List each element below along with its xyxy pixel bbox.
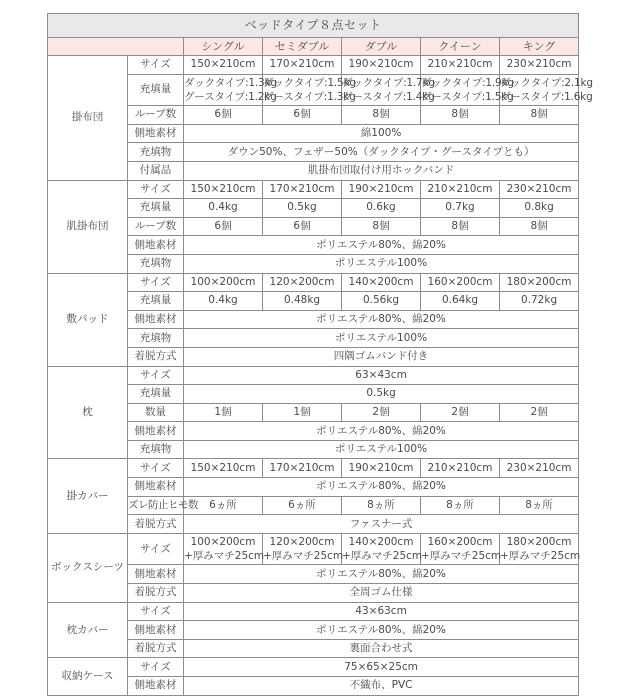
spec-value: 190×210cm (342, 180, 421, 199)
spec-row (48, 478, 579, 497)
spec-value: 0.64kg (421, 292, 500, 311)
spec-value: 6ヵ所 (184, 496, 263, 515)
row-label: 充填物 (128, 254, 184, 273)
spec-row (48, 329, 579, 348)
row-label: 付属品 (128, 161, 184, 180)
spec-value-line: 180×200cm (506, 535, 572, 548)
spec-table-body (48, 14, 593, 696)
spec-value (263, 533, 342, 565)
spec-value (421, 533, 500, 565)
spec-value-line: ダックタイプ:2.1kg (500, 76, 593, 89)
spec-value (421, 74, 514, 106)
section-name: 枕 (48, 366, 128, 459)
spec-value: 100×200cm (184, 273, 263, 292)
spec-value: 150×210cm (184, 56, 263, 75)
spec-value: 0.6kg (342, 199, 421, 218)
spec-value (342, 533, 421, 565)
row-label: ループ数 (128, 217, 184, 236)
spec-value-line: グースタイプ:1.4kg (342, 90, 435, 103)
spec-value: 2個 (500, 403, 579, 422)
spec-row (48, 347, 579, 366)
size-header-1: シングル (184, 38, 263, 56)
spec-value-line: グースタイプ:1.2kg (184, 90, 277, 103)
spec-value-all-sizes: ポリエステル100% (184, 440, 579, 459)
spec-row (48, 584, 579, 603)
spec-value-line: ダックタイプ:1.7kg (342, 76, 435, 89)
spec-value-line: ダックタイプ:1.9kg (421, 76, 514, 89)
spec-value: 210×210cm (421, 459, 500, 478)
row-label: 充填量 (128, 199, 184, 218)
spec-value: 0.8kg (500, 199, 579, 218)
row-label: 側地素材 (128, 422, 184, 441)
title-row (48, 14, 579, 38)
spec-value: 6ヵ所 (263, 496, 342, 515)
spec-row (48, 621, 579, 640)
row-label: 側地素材 (128, 677, 184, 696)
spec-value-all-sizes: ポリエステル100% (184, 254, 579, 273)
spec-value (184, 533, 263, 565)
spec-value-line: +厚みマチ25cm (500, 550, 581, 563)
spec-value: 0.5kg (263, 199, 342, 218)
spec-row (48, 366, 579, 385)
row-label: 着脱方式 (128, 347, 184, 366)
spec-row (48, 143, 579, 162)
spec-value-all-sizes: ファスナー式 (184, 515, 579, 534)
spec-value: 8個 (500, 106, 579, 125)
spec-value-all-sizes: 63×43cm (184, 366, 579, 385)
section-name: 肌掛布団 (48, 180, 128, 273)
spec-row (48, 180, 579, 199)
spec-row (48, 310, 579, 329)
spec-value-line: +厚みマチ25cm (184, 550, 265, 563)
spec-value: 0.56kg (342, 292, 421, 311)
spec-value-line: 160×200cm (427, 535, 493, 548)
size-header-3: ダブル (342, 38, 421, 56)
size-header-2: セミダブル (263, 38, 342, 56)
row-label: 充填物 (128, 143, 184, 162)
spec-row (48, 273, 579, 292)
spec-value: 170×210cm (263, 56, 342, 75)
row-label: 着脱方式 (128, 584, 184, 603)
spec-value-line: グースタイプ:1.5kg (421, 90, 514, 103)
spec-row (48, 677, 579, 696)
spec-value-all-sizes: ダウン50%、フェザー50%（ダックタイプ・グースタイプとも） (184, 143, 579, 162)
spec-row (48, 533, 579, 565)
spec-value: 230×210cm (500, 180, 579, 199)
row-label: 側地素材 (128, 310, 184, 329)
spec-row (48, 161, 579, 180)
spec-value-all-sizes: 四隅ゴムバンド付き (184, 347, 579, 366)
spec-value: 0.7kg (421, 199, 500, 218)
spec-value-all-sizes: 肌掛布団取付け用ホックバンド (184, 161, 579, 180)
row-label: 側地素材 (128, 478, 184, 497)
spec-row (48, 602, 579, 621)
spec-row (48, 254, 579, 273)
spec-value-all-sizes: 全周ゴム仕様 (184, 584, 579, 603)
spec-value: 2個 (421, 403, 500, 422)
spec-value-all-sizes: ポリエステル80%、綿20% (184, 310, 579, 329)
row-label: 充填物 (128, 329, 184, 348)
spec-value: 140×200cm (342, 273, 421, 292)
row-label: 着脱方式 (128, 515, 184, 534)
row-label: 充填物 (128, 440, 184, 459)
section-name: 掛布団 (48, 56, 128, 181)
spec-value: 6個 (263, 217, 342, 236)
spec-value: 1個 (184, 403, 263, 422)
row-label: 充填量 (128, 292, 184, 311)
spec-row (48, 422, 579, 441)
row-label: サイズ (128, 459, 184, 478)
spec-value: 230×210cm (500, 56, 579, 75)
spec-value: 170×210cm (263, 459, 342, 478)
spec-value: 8個 (421, 106, 500, 125)
spec-value: 190×210cm (342, 459, 421, 478)
row-label: 数量 (128, 403, 184, 422)
spec-value-line: グースタイプ:1.6kg (500, 90, 593, 103)
row-label: 充填量 (128, 74, 184, 106)
spec-row (48, 199, 579, 218)
spec-value-all-sizes: 不織布、PVC (184, 677, 579, 696)
spec-value: 2個 (342, 403, 421, 422)
spec-value-line: +厚みマチ25cm (263, 550, 344, 563)
spec-value: 0.72kg (500, 292, 579, 311)
spec-row (48, 124, 579, 143)
spec-row (48, 56, 579, 75)
row-label: サイズ (128, 366, 184, 385)
row-label: サイズ (128, 658, 184, 677)
spec-value: 6個 (184, 106, 263, 125)
spec-value-line: 140×200cm (348, 535, 414, 548)
row-label: サイズ (128, 533, 184, 565)
spec-value-line: 120×200cm (269, 535, 335, 548)
spec-row (48, 236, 579, 255)
row-label: 側地素材 (128, 236, 184, 255)
spec-row (48, 106, 579, 125)
spec-value (184, 74, 277, 106)
spec-value: 0.4kg (184, 292, 263, 311)
row-label: サイズ (128, 180, 184, 199)
spec-value (500, 533, 579, 565)
spec-value-line: ダックタイプ:1.3kg (184, 76, 277, 89)
spec-value-all-sizes: ポリエステル80%、綿20% (184, 621, 579, 640)
spec-value-all-sizes: 43×63cm (184, 602, 579, 621)
spec-value (500, 74, 593, 106)
spec-value: 160×200cm (421, 273, 500, 292)
spec-table (47, 13, 593, 696)
spec-value-line: ダックタイプ:1.5kg (263, 76, 356, 89)
spec-value-all-sizes: ポリエステル80%、綿20% (184, 478, 579, 497)
spec-row (48, 496, 579, 515)
spec-row (48, 74, 579, 106)
section-name: 掛カバー (48, 459, 128, 533)
spec-value: 190×210cm (342, 56, 421, 75)
row-label: 側地素材 (128, 565, 184, 584)
row-label: ズレ防止ヒモ数 (128, 496, 184, 515)
spec-row (48, 515, 579, 534)
spec-row (48, 459, 579, 478)
spec-value: 170×210cm (263, 180, 342, 199)
table-title: ベッドタイプ８点セット (48, 14, 579, 38)
spec-value-line: グースタイプ:1.3kg (263, 90, 356, 103)
size-header-5: キング (500, 38, 579, 56)
row-label: 着脱方式 (128, 639, 184, 658)
spec-value: 8個 (342, 217, 421, 236)
spec-value: 150×210cm (184, 459, 263, 478)
spec-value: 8ヵ所 (500, 496, 579, 515)
spec-row (48, 292, 579, 311)
spec-row (48, 658, 579, 677)
spec-row (48, 565, 579, 584)
section-name: ボックスシーツ (48, 533, 128, 602)
spec-row (48, 385, 579, 404)
header-blank-cell (48, 38, 184, 56)
spec-value-all-sizes: 裏面合わせ式 (184, 639, 579, 658)
spec-row (48, 639, 579, 658)
spec-value: 8ヵ所 (342, 496, 421, 515)
row-label: 充填量 (128, 385, 184, 404)
section-name: 敷パッド (48, 273, 128, 366)
spec-value: 6個 (184, 217, 263, 236)
row-label: サイズ (128, 273, 184, 292)
row-label: ループ数 (128, 106, 184, 125)
row-label: 側地素材 (128, 124, 184, 143)
spec-value: 210×210cm (421, 56, 500, 75)
spec-value: 0.4kg (184, 199, 263, 218)
row-label: 側地素材 (128, 621, 184, 640)
spec-value: 1個 (263, 403, 342, 422)
spec-value-line: +厚みマチ25cm (342, 550, 423, 563)
spec-value-all-sizes: ポリエステル80%、綿20% (184, 565, 579, 584)
size-header-4: クイーン (421, 38, 500, 56)
row-label: サイズ (128, 56, 184, 75)
spec-value: 8個 (421, 217, 500, 236)
spec-value-all-sizes: 75×65×25cm (184, 658, 579, 677)
section-name: 収納ケース (48, 658, 128, 695)
spec-value: 150×210cm (184, 180, 263, 199)
spec-row (48, 217, 579, 236)
spec-value: 8ヵ所 (421, 496, 500, 515)
spec-value: 0.48kg (263, 292, 342, 311)
spec-value (263, 74, 356, 106)
spec-value-all-sizes: ポリエステル100% (184, 329, 579, 348)
spec-value-all-sizes: 綿100% (184, 124, 579, 143)
section-name: 枕カバー (48, 602, 128, 658)
spec-value: 180×200cm (500, 273, 579, 292)
spec-value-all-sizes: ポリエステル80%、綿20% (184, 236, 579, 255)
spec-value (342, 74, 435, 106)
spec-value: 6個 (263, 106, 342, 125)
row-label: サイズ (128, 602, 184, 621)
spec-value-all-sizes: 0.5kg (184, 385, 579, 404)
spec-value: 230×210cm (500, 459, 579, 478)
size-header-row (48, 38, 579, 56)
spec-row (48, 440, 579, 459)
spec-value: 8個 (342, 106, 421, 125)
spec-value: 210×210cm (421, 180, 500, 199)
spec-value-line: 100×200cm (190, 535, 256, 548)
spec-value-line: +厚みマチ25cm (421, 550, 502, 563)
spec-value-all-sizes: ポリエステル80%、綿20% (184, 422, 579, 441)
spec-value: 8個 (500, 217, 579, 236)
spec-value: 120×200cm (263, 273, 342, 292)
spec-row (48, 403, 579, 422)
